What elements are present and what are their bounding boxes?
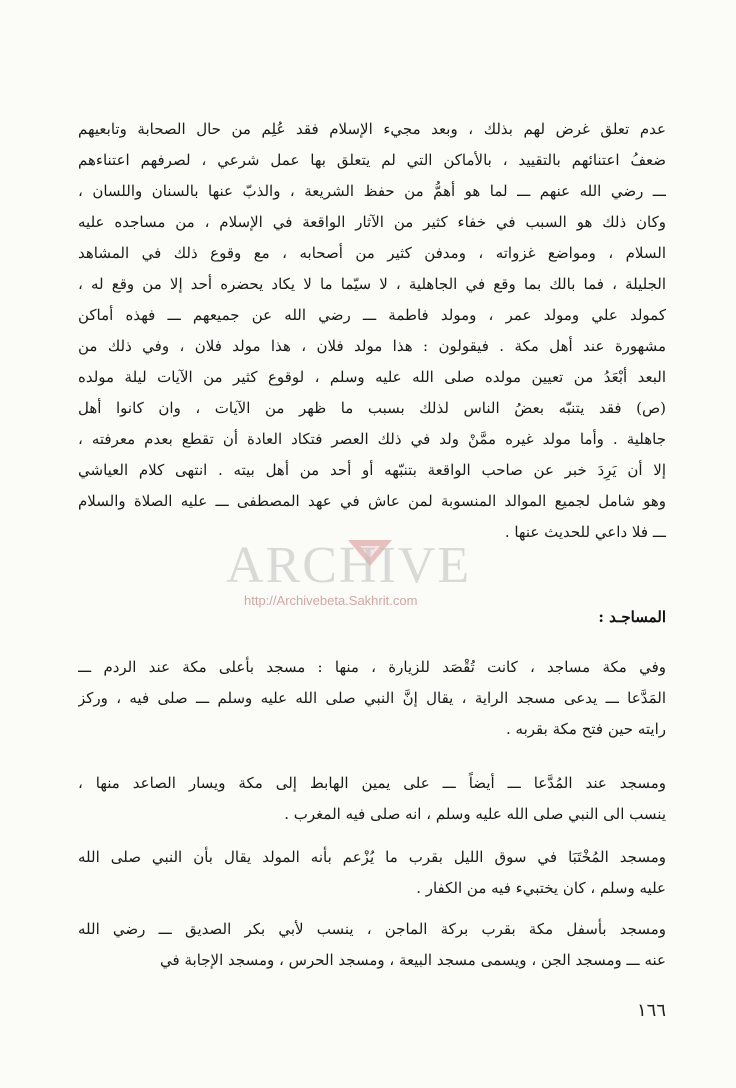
paragraph-masjid-al-mukhtaba [78,842,666,904]
paragraph-masjid-abu-bakr [78,914,666,976]
text-line: مشهورة عند أهل مكة . فيقولون : هذا مولد فلان ، هذا مولد فلان ، وفي ذلك من [78,337,666,355]
watermark-brand-text: ARCHIVE [226,537,472,594]
text-line: المَدَّعا ـــ يدعى مسجد الراية ، يقال إنَّ النبي صلى الله عليه وسلم ـــ صلى فيه ، وركز [78,689,666,707]
text-line: ينسب الى النبي صلى الله عليه وسلم ، انه صلى فيه المغرب . [284,805,666,823]
text-line: البعد أبْعَدُ من تعيين مولده صلى الله عليه وسلم ، لوقوع كثير من الآيات ليلة مولده [78,368,666,386]
text-line: وكان ذلك هو السبب في خفاء كثير من الآثار الواقعة في الإسلام ، من مساجده عليه [78,213,666,231]
text-line: الجليلة ، فما بالك بما وقع في الجاهلية ، لا سيّما ما لا يكاد يحضره أحد إلا من وقع له ، [78,275,666,293]
text-line: عنه ـــ ومسجد الجن ، ويسمى مسجد البيعة ، ومسجد الحرس ، ومسجد الإجابة في [160,951,666,969]
text-line: وفي مكة مساجد ، كانت تُقْصَد للزيارة ، منها : مسجد بأعلى مكة عند الردم ـــ [78,658,666,676]
text-line: عدم تعلق غرض لهم بذلك ، وبعد مجيء الإسلام فقد عُلِم من حال الصحابة وتابعيهم [78,120,666,138]
text-line: (ص) فقد يتنبّه بعضُ الناس لذلك بسبب ما ظهر من الآيات ، وان كانوا أهل [78,399,666,417]
text-line: ومسجد عند المُدَّعا ـــ أيضاً ـــ على يمين الهابط إلى مكة ويسار الصاعد منها ، [78,774,666,792]
section-heading-masajid: المساجـد : [598,608,666,626]
text-line: إلا أن يَرِدَ خبر عن صاحب الواقعة بتنبّهه أو أحد من أهل بيته . انتهى كلام العياشي [78,461,666,479]
text-line: ضعفُ اعتنائهم بالتقييد ، بالأماكن التي لم يتعلق بها عمل شرعي ، لصرفهم اعتناءهم [78,151,666,169]
page-number: ١٦٦ [636,1000,666,1021]
watermark-url: http://Archivebeta.Sakhrit.com [244,593,418,608]
paragraph-masjid-al-raya [78,652,666,745]
text-line: رايته حين فتح مكة بقربه . [506,720,666,738]
text-line: وهو شامل لجميع الموالد المنسوبة لمن عاش في عهد المصطفى ـــ عليه الصلاة والسلام [78,492,666,510]
text-line: جاهلية . وأما مولد غيره ممَّنْ ولد في ذلك العصر فتكاد العادة أن تقطع بعدم معرفته ، [78,430,666,448]
text-line: ـــ فلا داعي للحديث عنها . [504,523,666,541]
text-line: كمولد علي ومولد عمر ، ومولد فاطمة ـــ رضي الله عن جميعهم ـــ فهذه أماكن [78,306,666,324]
paragraph-masjid-al-mudda [78,768,666,830]
intro-paragraph [78,114,666,548]
text-line: ومسجد بأسفل مكة بقرب بركة الماجن ، ينسب لأبي بكر الصديق ـــ رضي الله [78,920,666,938]
text-line: ـــ رضي الله عنهم ـــ لما هو أهمُّ من حفظ الشريعة ، والذبّ عنها بالسنان واللسان ، [78,182,666,200]
text-line: السلام ، ومواضع غزواته ، ومدفن كثير من أصحابه ، مع وقوع ذلك في المشاهد [78,244,666,262]
text-line: ومسجد المُخْتَبَا في سوق الليل بقرب ما يُزْعم بأنه المولد يقال بأن النبي صلى الله [78,848,666,866]
text-line: عليه وسلم ، كان يختبيء فيه من الكفار . [416,879,666,897]
